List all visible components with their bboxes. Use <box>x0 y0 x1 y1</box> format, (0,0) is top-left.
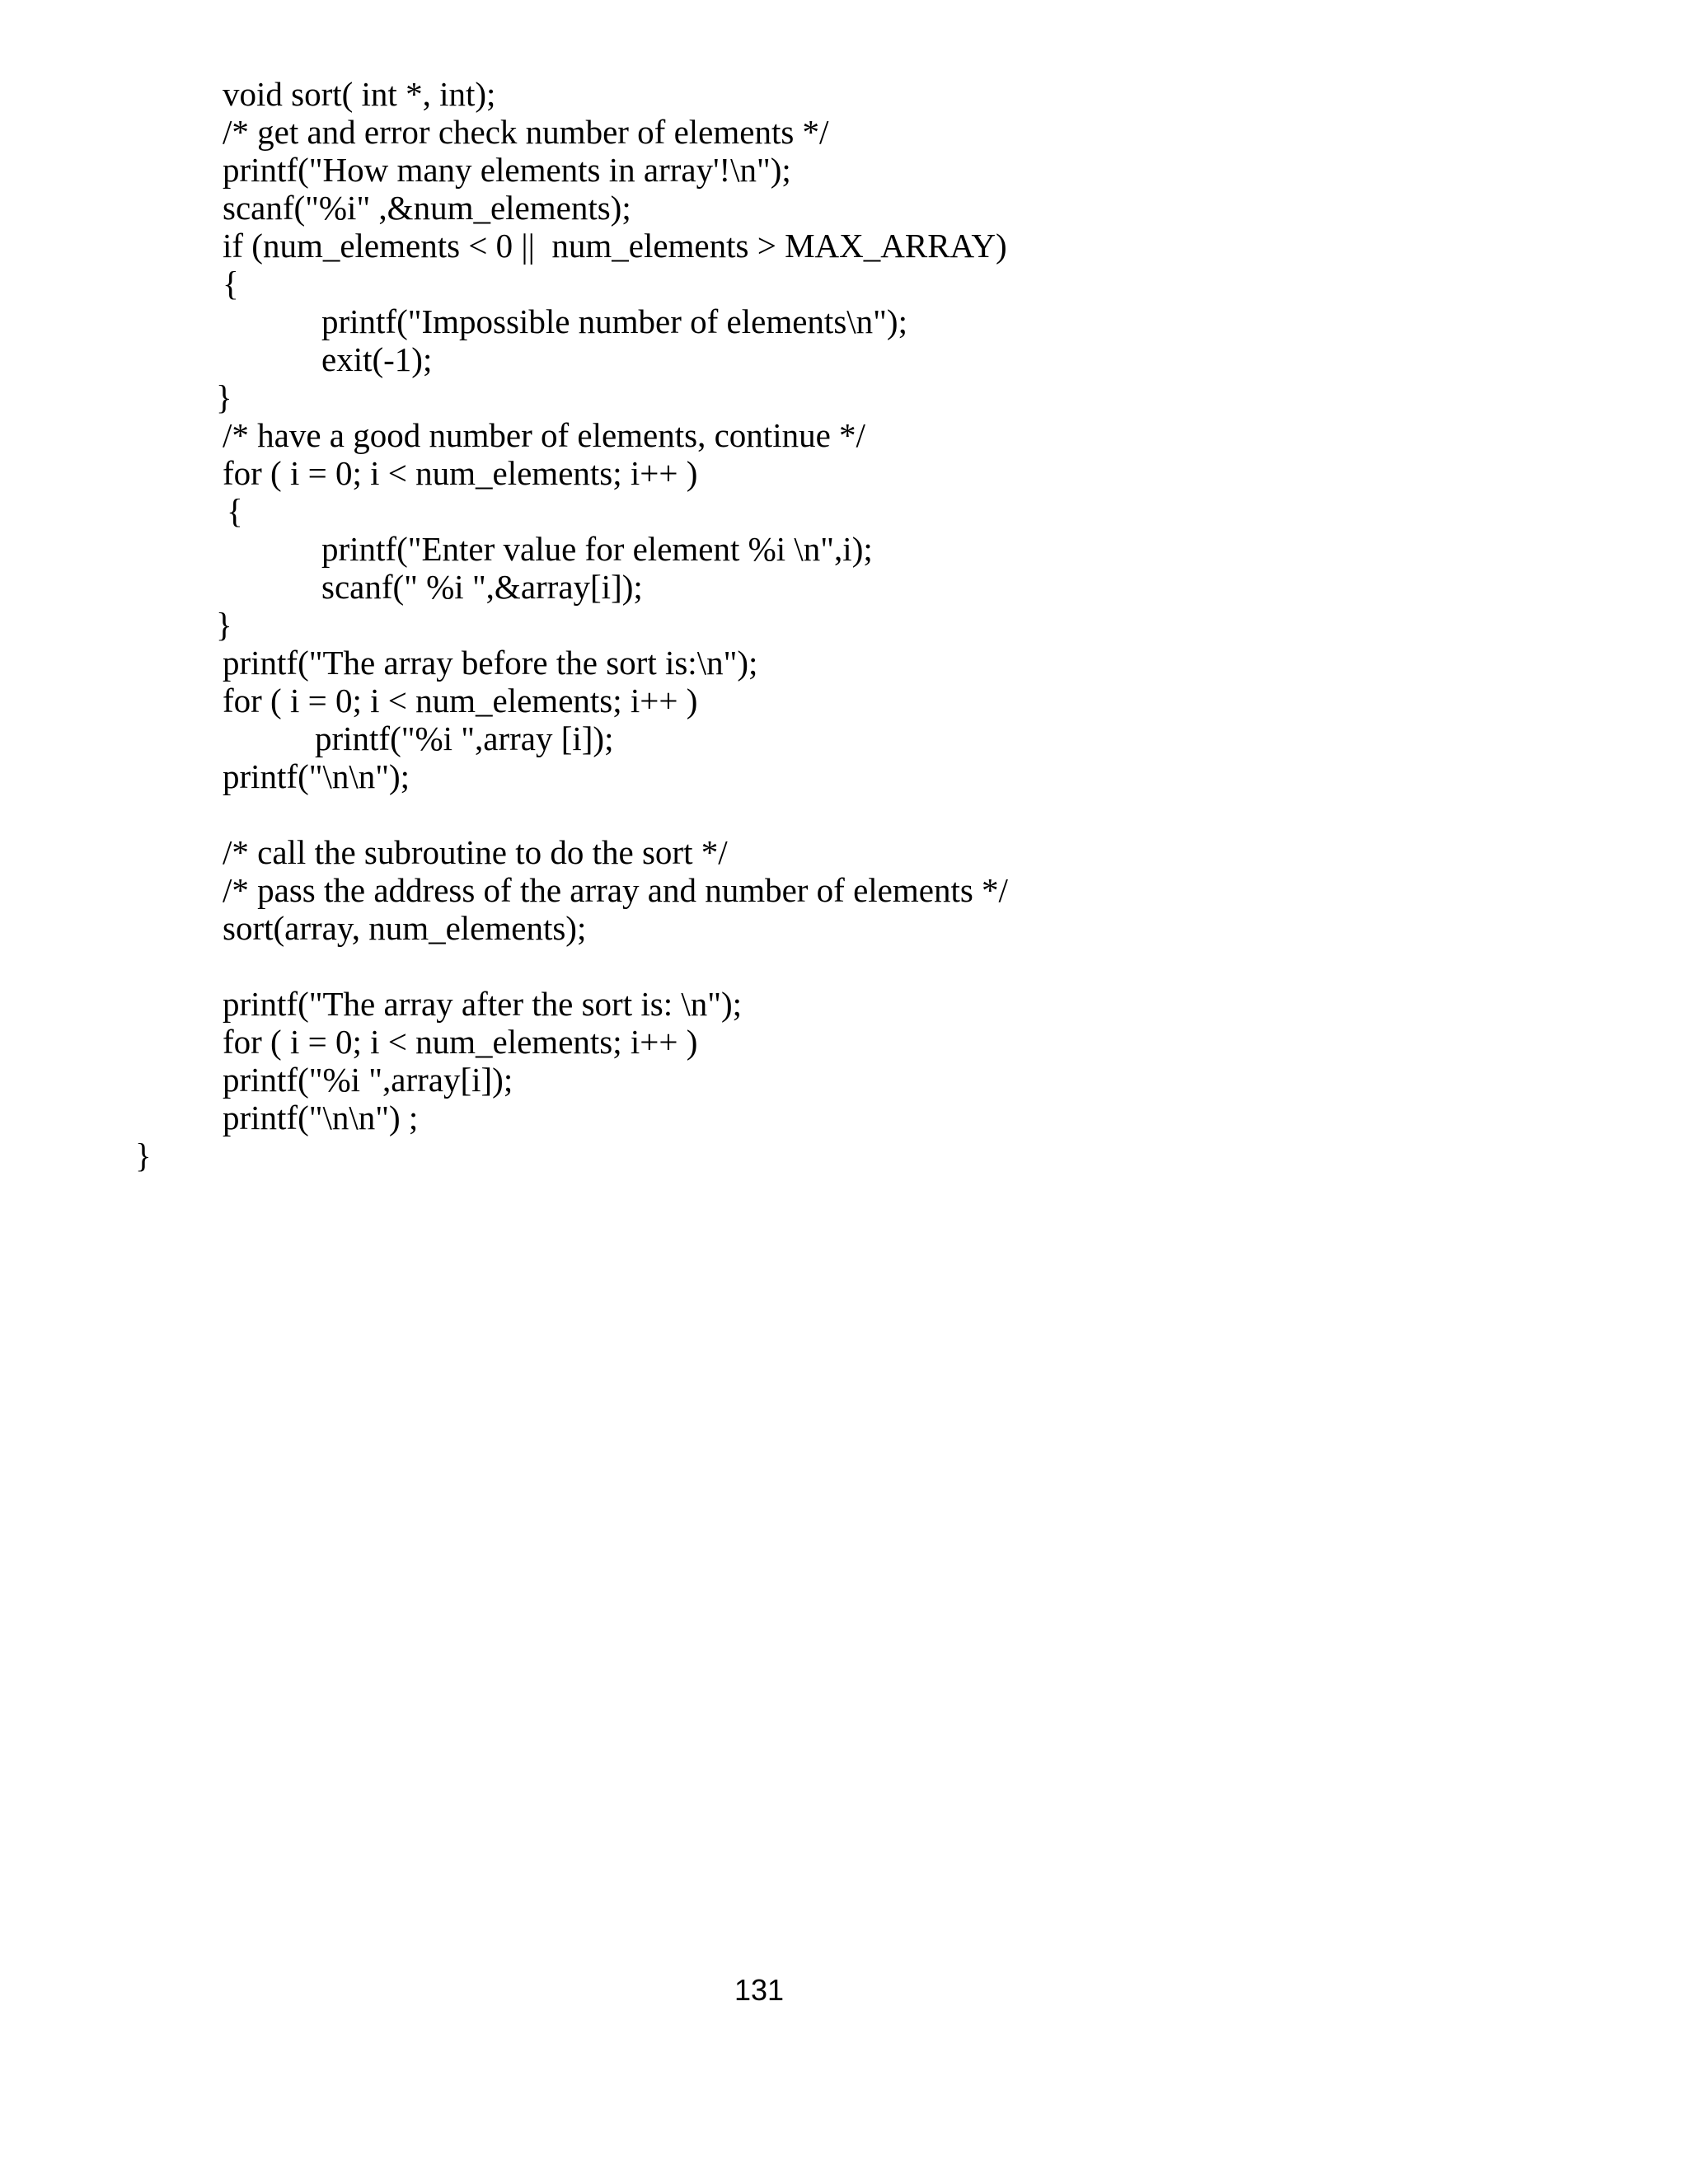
code-line: void sort( int *, int); <box>223 75 496 113</box>
code-line: scanf("%i" ,&num_elements); <box>223 189 631 227</box>
code-line: for ( i = 0; i < num_elements; i++ ) <box>223 682 698 719</box>
code-line: sort(array, num_elements); <box>223 909 587 947</box>
code-line: for ( i = 0; i < num_elements; i++ ) <box>223 454 698 492</box>
code-line: exit(-1); <box>321 340 433 378</box>
code-line: if (num_elements < 0 || num_elements > MAX_ARRAY) <box>223 227 1007 265</box>
close-brace: } <box>216 606 232 644</box>
code-line: for ( i = 0; i < num_elements; i++ ) <box>223 1023 698 1061</box>
code-line: printf("\n\n") ; <box>223 1099 419 1137</box>
code-comment: /* have a good number of elements, continue */ <box>223 416 865 454</box>
close-brace: } <box>135 1137 152 1174</box>
code-comment: /* get and error check number of elements */ <box>223 113 829 151</box>
code-line: printf("How many elements in array'!\n"); <box>223 151 791 189</box>
code-line: printf("The array before the sort is:\n"); <box>223 644 758 682</box>
code-comment: /* call the subroutine to do the sort */ <box>223 833 728 871</box>
code-line: printf("Impossible number of elements\n"); <box>321 302 907 340</box>
code-line: printf("\n\n"); <box>223 757 410 795</box>
code-line: scanf(" %i ",&array[i]); <box>321 568 643 606</box>
open-brace: { <box>223 265 239 302</box>
code-line: printf("Enter value for element %i \n",i); <box>321 530 873 568</box>
open-brace: { <box>227 492 243 530</box>
code-line: printf("%i ",array [i]); <box>315 719 614 757</box>
code-line: printf("%i ",array[i]); <box>223 1061 513 1099</box>
close-brace: } <box>216 378 232 416</box>
page-number: 131 <box>734 1973 785 2007</box>
code-line: printf("The array after the sort is: \n"); <box>223 985 743 1023</box>
code-comment: /* pass the address of the array and number of elements */ <box>223 871 1008 909</box>
